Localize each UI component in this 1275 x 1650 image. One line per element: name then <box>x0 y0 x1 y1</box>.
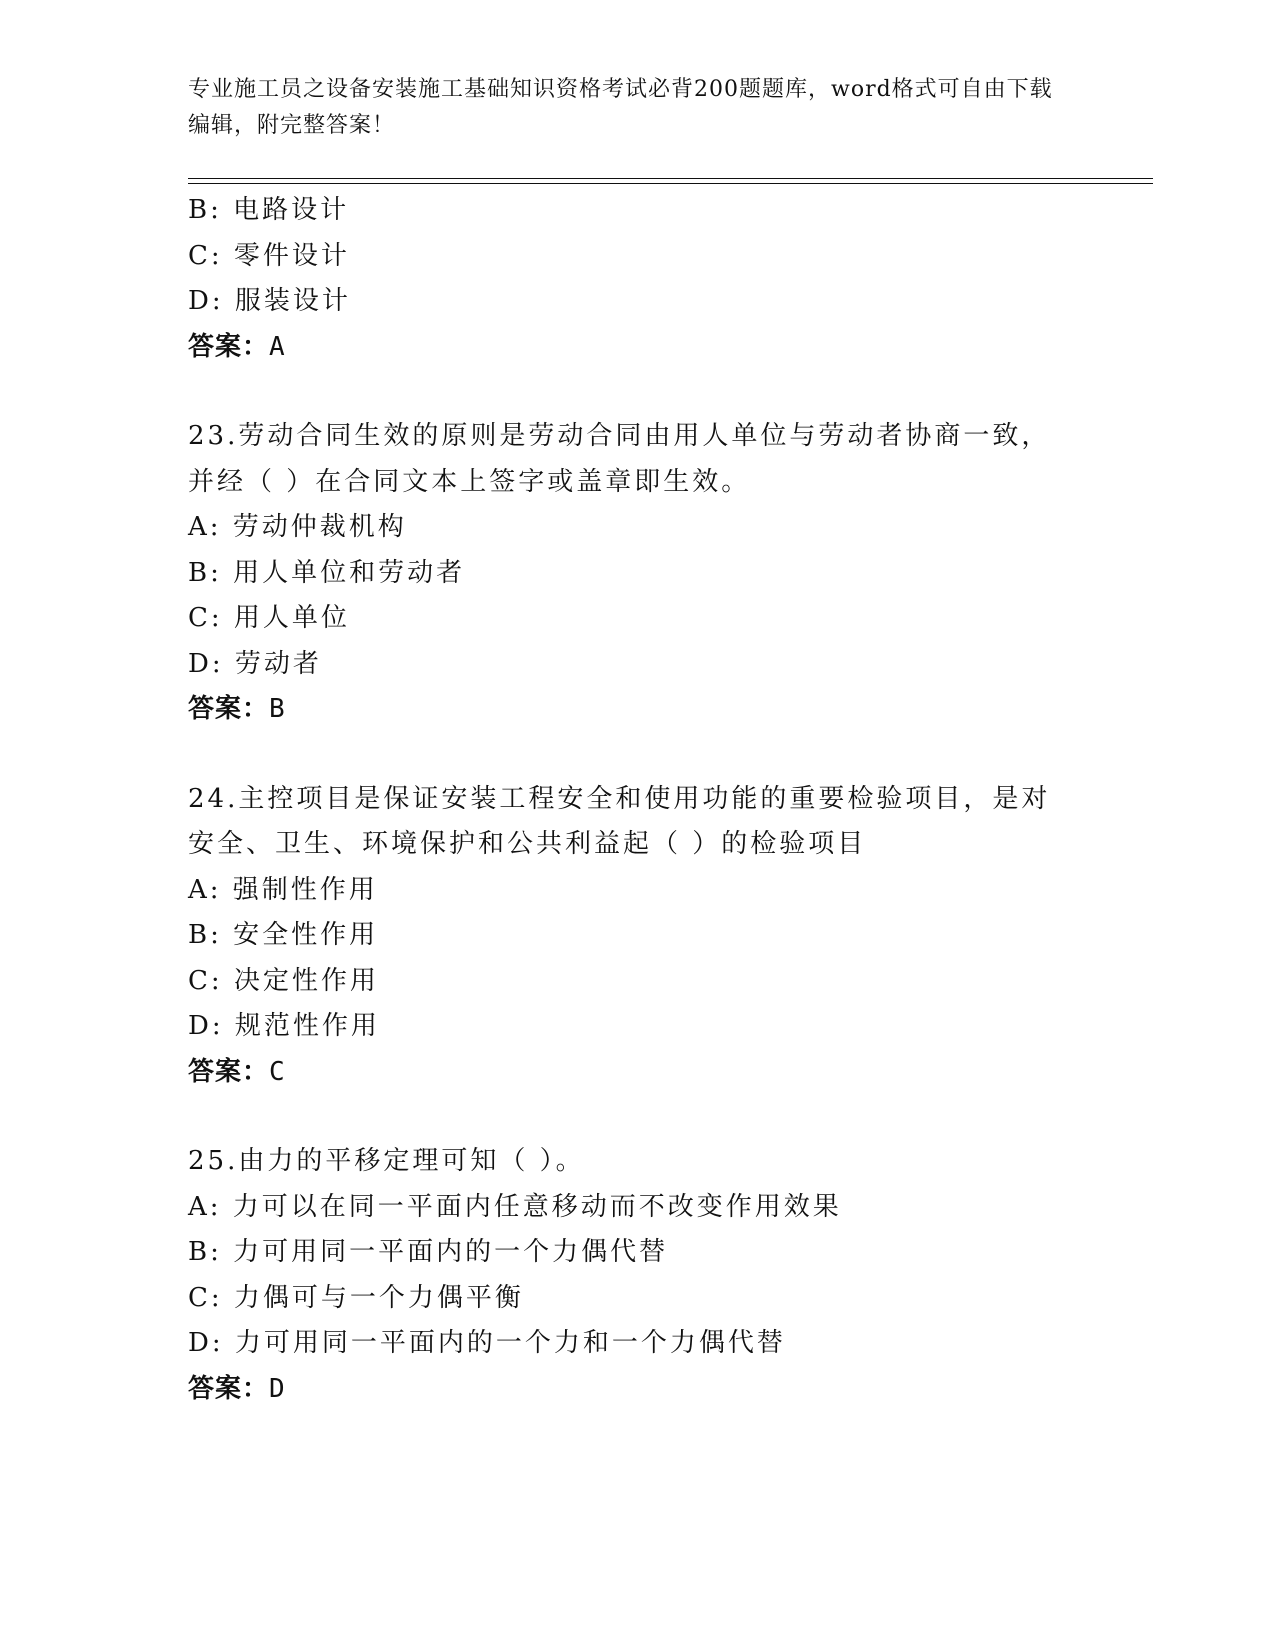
option: B: 电路设计 <box>188 195 350 225</box>
option: C: 零件设计 <box>188 240 350 271</box>
question-text: 24.主控项目是保证安装工程安全和使用功能的重要检验项目，是对安全、卫生、环境保护和公共利益起（ ）的检验项目 <box>188 783 1051 859</box>
option: A: 力可以在同一平面内任意移动而不改变作用效果 <box>188 1191 842 1222</box>
answer-line <box>188 1050 1088 1096</box>
header-rule-top <box>188 178 1153 179</box>
option: C: 决定性作用 <box>188 965 379 996</box>
answer-line <box>188 687 1088 733</box>
question-25 <box>188 1139 1088 1412</box>
option: B: 用人单位和劳动者 <box>188 557 466 588</box>
option: D: 力可用同一平面内的一个力和一个力偶代替 <box>188 1328 786 1358</box>
answer-line <box>188 325 1088 371</box>
document-header: 专业施工员之设备安装施工基础知识资格考试必背200题题库，word格式可自由下载编辑，附完整答案！ <box>188 77 1053 138</box>
question-24 <box>188 777 1088 1096</box>
answer-value: C <box>269 1056 288 1087</box>
answer-label: 答案： <box>188 331 270 362</box>
answer-value: A <box>269 331 288 362</box>
question-23 <box>188 414 1088 733</box>
option: A: 强制性作用 <box>188 874 378 905</box>
answer-value: B <box>269 694 288 724</box>
question-text: 23.劳动合同生效的原则是劳动合同由用人单位与劳动者协商一致，并经（ ）在合同文本上签字或盖章即生效。 <box>188 421 1051 497</box>
option: D: 规范性作用 <box>188 1011 380 1041</box>
answer-label: 答案： <box>188 1056 270 1087</box>
continued-question <box>188 188 1088 370</box>
option: A: 劳动仲裁机构 <box>188 512 407 542</box>
option: D: 服装设计 <box>188 286 351 316</box>
question-text: 25.由力的平移定理可知（ ）。 <box>188 1146 585 1176</box>
answer-value: D <box>269 1373 288 1404</box>
answer-label: 答案： <box>188 1373 270 1404</box>
option: D: 劳动者 <box>188 648 322 679</box>
option: B: 安全性作用 <box>188 920 379 950</box>
answer-label: 答案： <box>188 694 270 724</box>
option: B: 力可用同一平面内的一个力偶代替 <box>188 1237 669 1267</box>
option: C: 力偶可与一个力偶平衡 <box>188 1282 524 1313</box>
header-rule-bottom <box>188 183 1153 184</box>
option: C: 用人单位 <box>188 603 350 633</box>
answer-line <box>188 1367 1088 1413</box>
document-body <box>188 188 1088 1412</box>
